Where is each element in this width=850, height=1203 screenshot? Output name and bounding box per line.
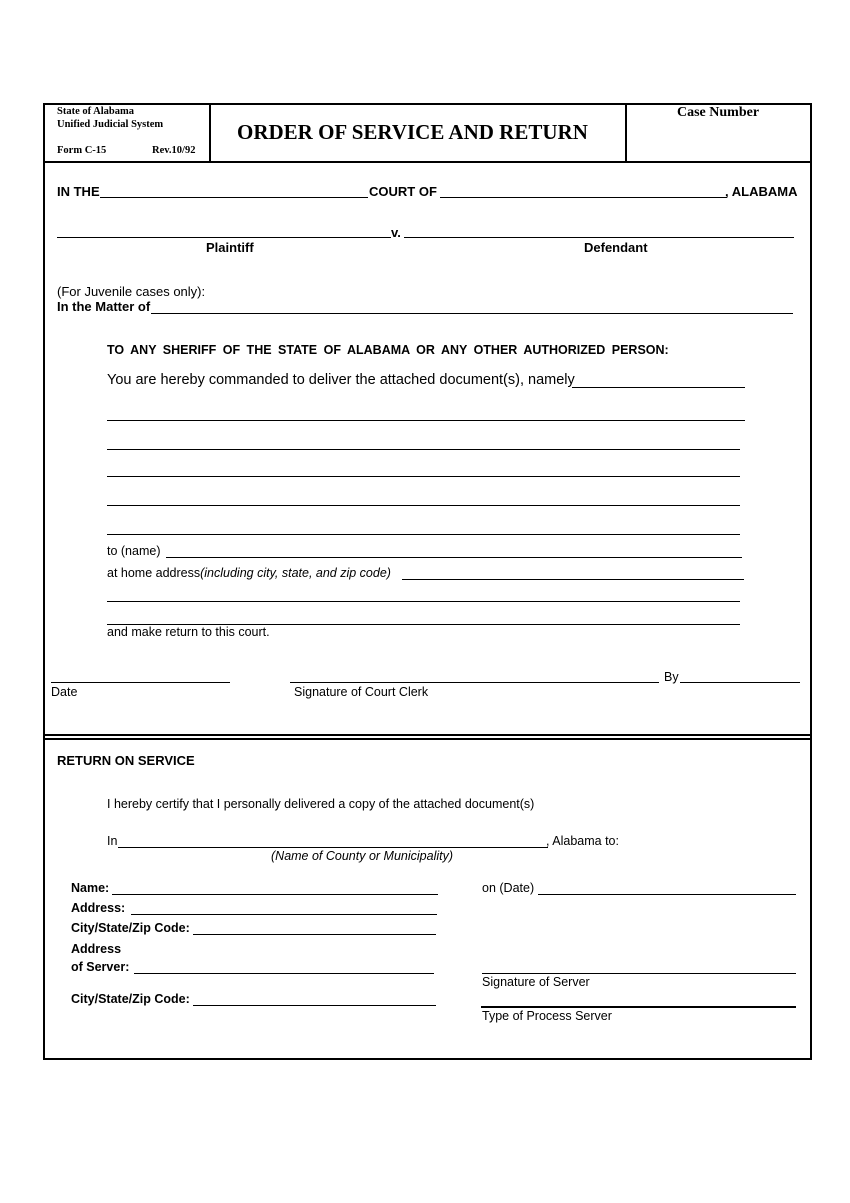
- in-label: In: [107, 834, 118, 848]
- sheriff-directive: TO ANY SHERIFF OF THE STATE OF ALABAMA OR ANY OTHER AUTHORIZED PERSON:: [107, 343, 669, 357]
- court-of-label: COURT OF: [369, 184, 437, 199]
- form-number: Form C-15: [57, 145, 107, 156]
- address-field[interactable]: [131, 914, 437, 915]
- of-server-label: of Server:: [71, 960, 130, 974]
- server-city-state-zip-label: City/State/Zip Code:: [71, 992, 190, 1006]
- make-return-text: and make return to this court.: [107, 625, 270, 639]
- defendant-field[interactable]: [404, 237, 794, 238]
- clerk-signature-label: Signature of Court Clerk: [294, 685, 429, 699]
- versus-label: v.: [391, 225, 401, 240]
- on-date-label: on (Date): [482, 881, 535, 895]
- documents-line-2[interactable]: [107, 449, 740, 450]
- form-frame: [43, 103, 812, 1060]
- plaintiff-label: Plaintiff: [206, 240, 254, 255]
- alabama-label: , ALABAMA: [725, 184, 798, 199]
- city-state-zip-field[interactable]: [193, 934, 436, 935]
- system-label: Unified Judicial System: [57, 119, 164, 130]
- documents-field[interactable]: [572, 387, 745, 388]
- state-label: State of Alabama: [57, 106, 134, 117]
- section-divider-bottom: [44, 738, 811, 740]
- home-address-label: [107, 566, 391, 580]
- city-state-zip-label: City/State/Zip Code:: [71, 921, 190, 935]
- defendant-label: Defendant: [584, 240, 648, 255]
- case-number-label: Case Number: [677, 105, 760, 120]
- form-title: ORDER OF SERVICE AND RETURN: [237, 120, 588, 144]
- alabama-to-label: , Alabama to:: [546, 834, 619, 848]
- section-divider-top: [44, 734, 811, 736]
- plaintiff-field[interactable]: [57, 237, 391, 238]
- header-bottom-rule: [44, 161, 811, 163]
- by-field[interactable]: [680, 682, 800, 683]
- documents-line-3[interactable]: [107, 476, 740, 477]
- documents-line-1[interactable]: [107, 420, 745, 421]
- home-address-prefix: at home address: [107, 566, 201, 580]
- certify-text: I hereby certify that I personally delivered a copy of the attached document(s): [107, 797, 535, 811]
- date-field[interactable]: [51, 682, 230, 683]
- date-label: Date: [51, 685, 78, 699]
- to-name-field[interactable]: [166, 557, 742, 558]
- court-location-field[interactable]: [440, 197, 727, 198]
- to-name-label: to (name): [107, 544, 161, 558]
- documents-line-4[interactable]: [107, 505, 740, 506]
- on-date-field[interactable]: [538, 894, 796, 895]
- county-hint: [271, 849, 453, 863]
- juvenile-note: (For Juvenile cases only):: [57, 284, 206, 299]
- server-type-field[interactable]: [481, 1006, 796, 1008]
- return-heading: RETURN ON SERVICE: [57, 753, 195, 768]
- in-matter-of-field[interactable]: [151, 313, 793, 314]
- server-address-field[interactable]: [134, 973, 434, 974]
- server-signature-label: Signature of Server: [482, 975, 590, 989]
- home-address-hint: (including city, state, and zip code): [200, 566, 391, 580]
- county-field[interactable]: [118, 847, 548, 848]
- county-hint-text: (Name of County or Municipality): [271, 849, 454, 863]
- court-type-field[interactable]: [100, 197, 368, 198]
- header-divider-right: [625, 104, 627, 162]
- server-type-label: Type of Process Server: [482, 1009, 612, 1023]
- in-the-label: IN THE: [57, 184, 100, 199]
- clerk-signature-field[interactable]: [290, 682, 659, 683]
- revision: Rev.10/92: [152, 145, 196, 156]
- name-label: Name:: [71, 881, 110, 895]
- server-signature-field[interactable]: [482, 973, 796, 974]
- in-matter-of-label: In the Matter of: [57, 299, 151, 314]
- documents-line-5[interactable]: [107, 534, 740, 535]
- name-field[interactable]: [112, 894, 438, 895]
- by-label: By: [664, 670, 679, 684]
- commanded-text: You are hereby commanded to deliver the attached document(s), namely: [107, 372, 575, 388]
- address-label: Address:: [71, 901, 126, 915]
- home-address-line-2[interactable]: [107, 601, 740, 602]
- home-address-field[interactable]: [402, 579, 744, 580]
- header-divider-left: [209, 104, 211, 162]
- server-address-label: Address: [71, 942, 122, 956]
- server-city-state-zip-field[interactable]: [193, 1005, 436, 1006]
